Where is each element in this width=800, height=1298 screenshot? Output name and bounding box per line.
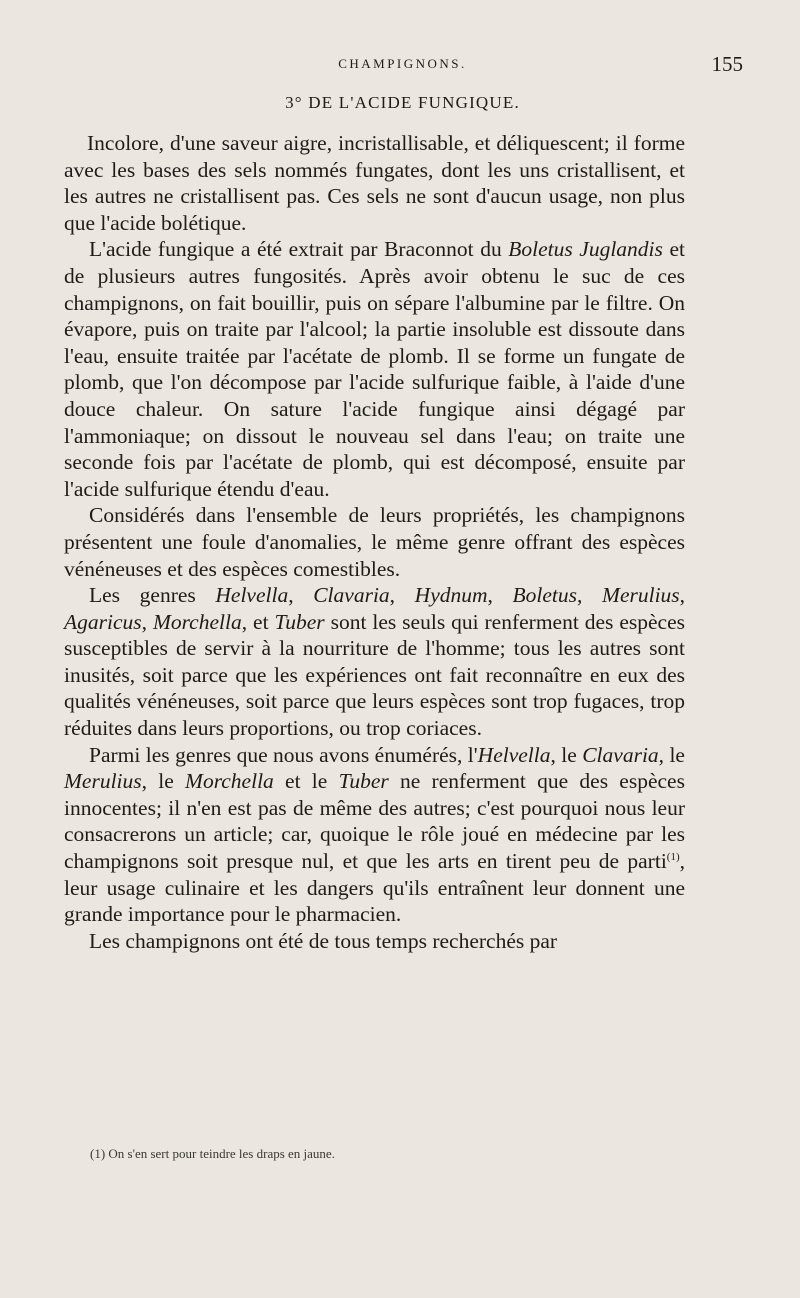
- paragraph-4-text-a: Les genres: [89, 583, 216, 608]
- genus-name: Clavaria: [313, 583, 390, 608]
- genus-name: Morchella: [185, 769, 274, 794]
- paragraph-5: [64, 742, 685, 928]
- page-number: 155: [711, 52, 743, 76]
- genus-name: Morchella: [152, 609, 242, 634]
- separator: , le: [550, 742, 583, 767]
- paragraph-6: Les champignons ont été de tous temps recherchés par: [89, 928, 558, 953]
- separator: , le: [658, 742, 685, 767]
- separator: ,: [288, 583, 314, 608]
- paragraph-5-text-b: ne renferment que des espèces innocentes; il n'en est pas de même des autres; c'est pourquoi nous leur consacrerons un article; car, quoique le rôle joué en médecine par les champignons soit presque nul, et que les arts en tirent peu de parti: [64, 769, 685, 874]
- genus-name: Clavaria: [582, 742, 659, 767]
- species-name: Boletus Juglandis: [508, 237, 663, 262]
- paragraph-3: Considérés dans l'ensemble de leurs propriétés, les champignons présentent une foule d'anomalies, le même genre offrant des espèces vénéneuses et des espèces comestibles.: [64, 503, 685, 581]
- footnote-reference: (1): [666, 851, 680, 864]
- genus-name: Agaricus: [64, 609, 142, 634]
- separator: ,: [487, 583, 513, 608]
- body-text: [64, 130, 685, 954]
- running-title: CHAMPIGNONS.: [338, 56, 467, 71]
- genus-name: Hydnum: [414, 583, 488, 608]
- paragraph-2-text-c: et de plusieurs autres fungosités. Après avoir obtenu le suc de ces champignons, on fait bouillir, puis on sépare l'albumine par le filtre. On évapore, puis on traite par l'alcool; la partie insoluble est dissoute dans l'eau, ensuite traitée par l'acétate de plomb. Il se forme un fungate de plomb, que l'on décompose par l'acide sulfurique faible, à l'aide d'une douce chaleur. On sature l'acide fungique ainsi dégagé par l'ammoniaque; on dissout le nouveau sel dans l'eau; on traite une seconde fois par l'acétate de plomb, qui est décomposé, ensuite par l'acide sulfurique étendu d'eau.: [64, 237, 685, 501]
- footnote-text: On s'en sert pour teindre les draps en jaune.: [105, 1146, 335, 1161]
- paragraph-5-text-c: , leur usage culinaire et les dangers qu'ils entraînent leur donnent une grande importance pour le pharmacien.: [64, 849, 685, 927]
- genus-name: Merulius: [602, 583, 680, 608]
- paragraph-4: [64, 582, 685, 742]
- running-head: [60, 52, 745, 76]
- separator: ,: [679, 583, 686, 608]
- separator: ,: [389, 583, 415, 608]
- separator: et le: [273, 769, 339, 794]
- separator: ,: [577, 583, 603, 608]
- separator: , et: [241, 609, 275, 634]
- genus-name: Boletus: [512, 583, 578, 608]
- genus-name: Merulius: [64, 769, 142, 794]
- footnote-marker: (1): [90, 1146, 106, 1161]
- genus-name: Helvella: [477, 742, 551, 767]
- paragraph-1: Incolore, d'une saveur aigre, incristallisable, et déliquescent; il forme avec les bases des sels nommés fungates, dont les uns cristallisent, et les autres ne cristallisent pas. Ces sels ne sont d'aucun usage, non plus que l'acide bolétique.: [64, 131, 685, 235]
- separator: , le: [141, 769, 186, 794]
- genus-name: Helvella: [215, 583, 289, 608]
- separator: ,: [141, 609, 153, 634]
- paragraph-4-text-b: sont les seuls qui renferment des espèces susceptibles de servir à la nourriture de l'homme; tous les autres sont inusités, soit parce que les expériences ont fait reconnaître en eux des qualités vénéneuses, soit parce que leurs espèces sont trop fugaces, trop réduites dans leurs proportions, ou trop coriaces.: [64, 609, 685, 741]
- genus-name: Tuber: [274, 609, 325, 634]
- paragraph-2-text-a: L'acide fungique a été extrait par Braconnot du: [89, 237, 509, 262]
- section-title: DE L'ACIDE FUNGIQUE.: [308, 93, 520, 112]
- paragraph-2: [64, 236, 685, 502]
- paragraph-5-text-a: Parmi les genres que nous avons énumérés, l': [89, 742, 478, 767]
- section-number: 3°: [285, 93, 303, 112]
- footnote: [90, 1146, 690, 1162]
- genus-name: Tuber: [338, 769, 389, 794]
- section-heading: [60, 93, 745, 113]
